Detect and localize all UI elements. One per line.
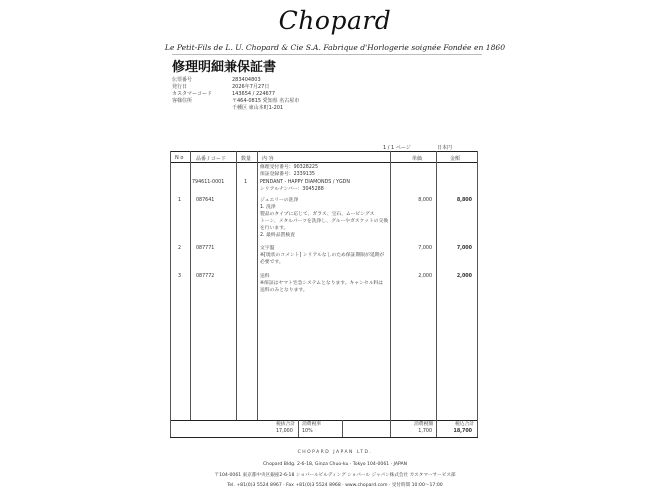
tax-value: 1,700 — [418, 429, 432, 434]
footer-contact: Tel. +81(0)3 5524 8967 · Fax +81(0)3 5524 8968 · www.chopard.com · 受付時間 10:00〜17:00 — [227, 483, 443, 488]
row-description: 2. 最終品質検査 — [260, 233, 295, 238]
table-right-border — [477, 151, 478, 437]
warranty-number: 保証登録番号：2339135 — [260, 172, 315, 177]
table-body-bottom-rule — [170, 420, 478, 421]
row-description: 必要です。 — [260, 260, 284, 265]
row-description: 1. 洗浄 — [260, 205, 276, 210]
brand-logo: Chopard — [278, 6, 392, 35]
repair-reception-number: 修理受付番号：90328225 — [260, 165, 318, 170]
meta-label-customer-code: カスタマーコード — [172, 91, 213, 97]
subtotal-label: 税抜合計 — [276, 422, 296, 427]
col-divider-qty — [257, 151, 258, 420]
product-code: 794611-0001 — [192, 180, 225, 185]
header-rule — [172, 54, 482, 55]
table-top-rule — [170, 151, 478, 152]
footer-address: Chopard Bldg. 2-6-18, Ginza Chuo-ku · Tokyo 104-0061 · JAPAN — [262, 462, 408, 467]
brand-tagline: Le Petit-Fils de L. U. Chopard & Cie S.A. Fabrique d'Horlogerie soignée Fondée en 1860 — [164, 43, 506, 52]
row-number: 3 — [178, 274, 182, 279]
row-description: 文字盤 — [260, 246, 275, 251]
col-header-code: 品番 / コード — [196, 156, 226, 162]
row-number: 2 — [178, 246, 182, 251]
row-code: 087772 — [196, 274, 215, 279]
total-label: 税込合計 — [455, 422, 475, 427]
row-number: 1 — [178, 198, 182, 203]
meta-value-slip-number: 283404803 — [232, 77, 261, 83]
subtotal-value: 17,000 — [276, 429, 293, 434]
row-description: トーン、メタルパーツを洗浄し、グルーやガスケットの交換 — [260, 219, 389, 224]
col-divider-unit — [436, 151, 437, 437]
product-qty: 1 — [244, 180, 248, 185]
totals-divider-b — [342, 420, 343, 437]
tax-rate-label: 消費税率 — [302, 422, 322, 427]
row-description: 製品のタイプに応じて、ガラス、宝石、ムービングス — [260, 212, 375, 217]
col-header-qty: 数量 — [241, 156, 252, 162]
col-divider-content — [390, 151, 391, 437]
row-unit-price: 7,000 — [418, 246, 432, 251]
meta-value-address: 〒464-0815 愛知県 名古屋市 — [232, 98, 300, 104]
meta-label-address: 客様住所 — [172, 98, 193, 104]
row-description: ※保証はヤマト宅急システムとなります。キャンセル料は — [260, 281, 384, 286]
meta-value-address-2: 千種区 東山本町1-201 — [232, 105, 284, 111]
col-header-amount: 金額 — [450, 156, 461, 162]
row-code: 087641 — [196, 198, 215, 203]
tax-label: 消費税額 — [414, 422, 434, 427]
table-left-border — [170, 151, 171, 437]
row-amount: 8,800 — [456, 198, 472, 203]
table-header-rule — [170, 162, 478, 163]
row-code: 087771 — [196, 246, 215, 251]
totals-divider-a — [298, 420, 299, 437]
footer-jp-address: 〒104-0061 東京都中央区銀座2-6-18 ショパールビルディング ショパール ジャパン株式会社 カスタマーサービス部 — [214, 473, 456, 478]
serial-number: シリアルナンバー：3045288 — [260, 187, 324, 192]
meta-label-slip-number: 伝票番号 — [172, 77, 193, 83]
document-title: 修理明細兼保証書 — [172, 60, 277, 75]
row-amount: 7,000 — [456, 246, 472, 251]
total-value: 18,700 — [453, 429, 472, 434]
row-description: を行います。 — [260, 226, 289, 231]
currency-label: 日本円 — [437, 145, 453, 151]
product-name: PENDANT - HAPPY DIAMONDS / YGDN — [260, 180, 350, 185]
row-description: ジュエリーの洗浄 — [260, 198, 299, 203]
row-description: 送料のみとなります。 — [260, 288, 308, 293]
meta-value-customer-code: 143654 / 224677 — [232, 91, 276, 97]
row-amount: 2,000 — [456, 274, 472, 279]
row-description: ※[現状のコメント] シリアルなしのため保証期限が延期が — [260, 253, 385, 258]
meta-value-issue-date: 2026年7月27日 — [232, 84, 270, 90]
col-header-content: 内 容 — [262, 156, 274, 162]
table-bottom-rule — [170, 437, 478, 438]
row-unit-price: 8,000 — [418, 198, 432, 203]
meta-label-issue-date: 発行日 — [172, 84, 188, 90]
col-header-unit-price: 単価 — [412, 156, 423, 162]
col-divider-no — [190, 151, 191, 420]
row-unit-price: 2,000 — [418, 274, 432, 279]
col-header-no: N o — [175, 155, 184, 161]
page-indicator: 1 / 1 ページ — [383, 145, 411, 151]
col-divider-code — [236, 151, 237, 420]
row-description: 送料 — [260, 274, 270, 279]
footer-company: CHOPARD JAPAN LTD. — [297, 450, 373, 455]
tax-rate-value: 10% — [302, 429, 313, 434]
